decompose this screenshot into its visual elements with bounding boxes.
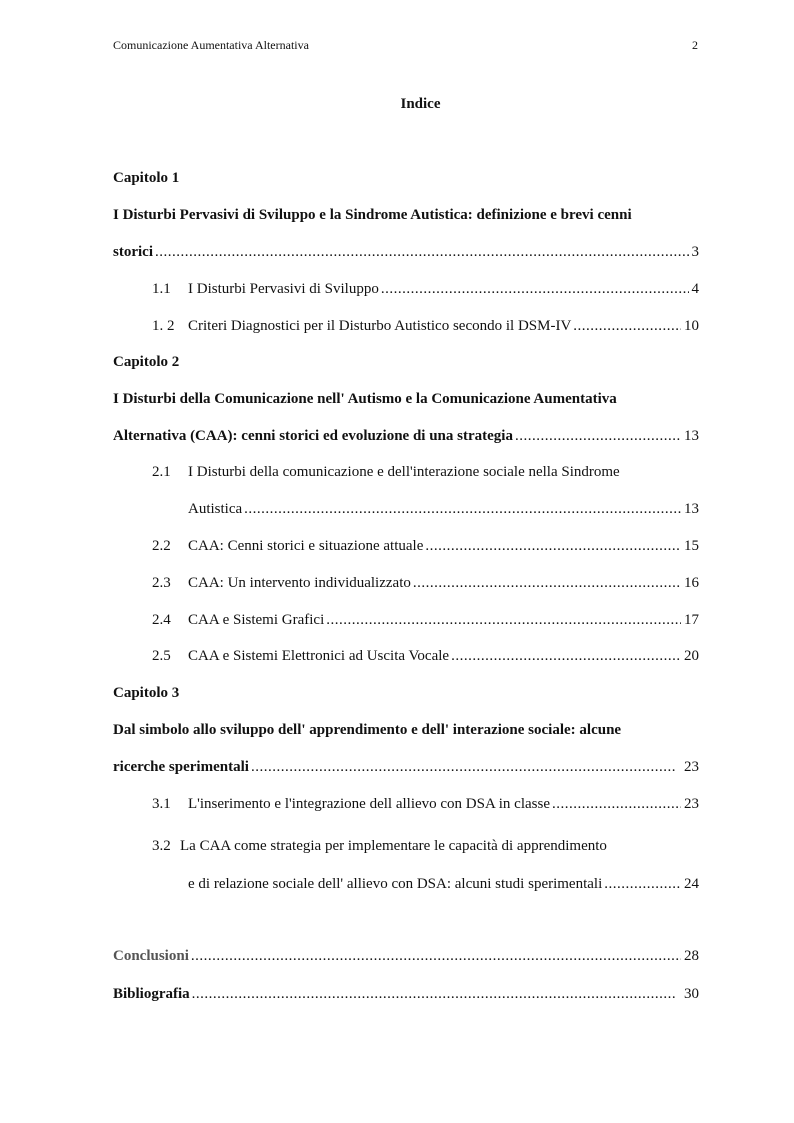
toc-entry-2-1-line1[interactable] — [113, 462, 699, 482]
dot-leader — [604, 874, 681, 894]
dot-leader — [451, 646, 681, 666]
toc-entry-3-2-line2[interactable] — [113, 874, 699, 894]
toc-entry-1-1[interactable] — [113, 279, 699, 299]
toc-entry-chapter-1[interactable] — [113, 242, 699, 262]
running-header — [113, 38, 698, 53]
toc-entry-3-2-line1[interactable] — [113, 836, 699, 856]
dot-leader — [381, 279, 689, 299]
section-title: L'inserimento e l'integrazione dell allievo con DSA in classe — [188, 796, 550, 812]
section-title: I Disturbi Pervasivi di Sviluppo — [188, 281, 379, 297]
toc-entry-2-4[interactable] — [113, 610, 699, 630]
section-number: 2.4 — [152, 612, 171, 628]
dot-leader — [552, 794, 681, 814]
section-title: CAA: Un intervento individualizzato — [188, 575, 411, 591]
section-number: 2.2 — [152, 538, 171, 554]
section-number: 1.1 — [152, 281, 171, 297]
dot-leader — [573, 316, 681, 336]
dot-leader — [425, 536, 681, 556]
dot-leader — [192, 984, 677, 1004]
toc-entry-2-5[interactable] — [113, 646, 699, 666]
toc-page-number: 24 — [684, 876, 699, 892]
section-number: 3.2 — [152, 838, 171, 854]
section-title: CAA: Cenni storici e situazione attuale — [188, 538, 424, 554]
dot-leader — [191, 946, 681, 966]
bibliografia-label: Bibliografia — [113, 986, 190, 1002]
toc-page-number: 15 — [684, 538, 699, 554]
toc-entry-2-1-line2[interactable] — [113, 499, 699, 519]
running-title: Comunicazione Aumentativa Alternativa — [113, 38, 309, 52]
chapter-2-heading: Capitolo 2 — [113, 354, 180, 370]
toc-page-number: 20 — [684, 648, 699, 664]
section-title: Criteri Diagnostici per il Disturbo Autistico secondo il DSM-IV — [188, 318, 572, 334]
section-title: La CAA come strategia per implementare le capacità di apprendimento — [180, 838, 607, 854]
toc-page-number: 3 — [691, 244, 699, 260]
toc-page-number: 4 — [691, 281, 699, 297]
dot-leader — [413, 573, 681, 593]
chapter-3-title-line2: ricerche sperimentali — [113, 759, 249, 775]
toc-page-number: 17 — [684, 612, 699, 628]
toc-entry-1-2[interactable] — [113, 316, 699, 336]
conclusioni-label: Conclusioni — [113, 948, 189, 964]
toc-page-number: 13 — [684, 428, 699, 444]
chapter-1-title-line1: I Disturbi Pervasivi di Sviluppo e la Sindrome Autistica: definizione e brevi cenni — [113, 207, 632, 223]
toc-page-number: 23 — [684, 759, 699, 775]
section-title-continued: Autistica — [188, 501, 243, 517]
toc-entry-2-3[interactable] — [113, 573, 699, 593]
toc-page-number: 28 — [684, 948, 699, 964]
toc-page-number: 16 — [684, 575, 699, 591]
section-number: 3.1 — [152, 796, 171, 812]
section-title: I Disturbi della comunicazione e dell'interazione sociale nella Sindrome — [188, 464, 620, 480]
page-number: 2 — [692, 38, 698, 52]
dot-leader — [244, 499, 681, 519]
dot-leader — [251, 757, 677, 777]
dot-leader — [326, 610, 681, 630]
dot-leader — [155, 242, 689, 262]
section-number: 1. 2 — [152, 318, 175, 334]
page-title: Indice — [400, 96, 441, 112]
toc-page-number: 13 — [684, 501, 699, 517]
section-number: 2.1 — [152, 464, 171, 480]
section-number: 2.5 — [152, 648, 171, 664]
chapter-2-title-line1: I Disturbi della Comunicazione nell' Autismo e la Comunicazione Aumentativa — [113, 391, 617, 407]
section-title: CAA e Sistemi Grafici — [188, 612, 325, 628]
toc-entry-chapter-2[interactable] — [113, 426, 699, 446]
toc-page-number: 30 — [684, 986, 699, 1002]
dot-leader — [515, 426, 681, 446]
chapter-1-title-line2: storici — [113, 244, 153, 260]
toc-page-number: 23 — [684, 796, 699, 812]
chapter-2-title-line2: Alternativa (CAA): cenni storici ed evoluzione di una strategia — [113, 428, 513, 444]
toc-entry-bibliografia[interactable] — [113, 984, 699, 1004]
section-number: 2.3 — [152, 575, 171, 591]
toc-entry-2-2[interactable] — [113, 536, 699, 556]
toc-entry-chapter-3[interactable] — [113, 757, 699, 777]
chapter-3-heading: Capitolo 3 — [113, 685, 180, 701]
section-title-continued: e di relazione sociale dell' allievo con DSA: alcuni studi sperimentali — [188, 876, 603, 892]
chapter-3-title-line1: Dal simbolo allo sviluppo dell' apprendimento e dell' interazione sociale: alcune — [113, 722, 622, 738]
toc-entry-3-1[interactable] — [113, 794, 699, 814]
toc-entry-conclusioni[interactable] — [113, 946, 699, 966]
section-title: CAA e Sistemi Elettronici ad Uscita Vocale — [188, 648, 450, 664]
chapter-1-heading: Capitolo 1 — [113, 170, 180, 186]
toc-page-number: 10 — [684, 318, 699, 334]
